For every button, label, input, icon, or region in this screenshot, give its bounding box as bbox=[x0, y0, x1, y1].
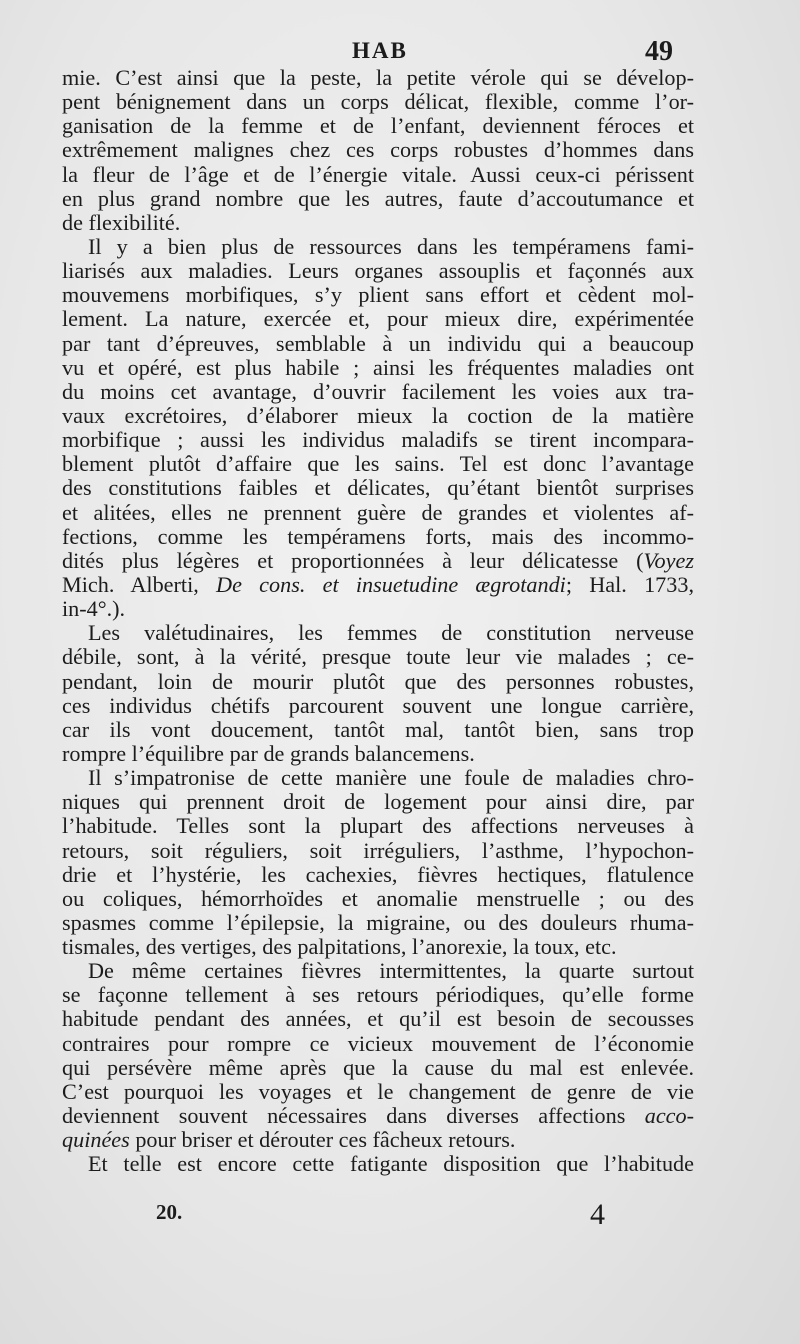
line-text: Il s’impatronise de cette manière une foule de maladies chro- bbox=[88, 765, 694, 791]
text-line bbox=[62, 621, 694, 645]
line-text: de flexibilité. bbox=[62, 209, 181, 235]
line-text: retours, soit réguliers, soit irréguliers, l’asthme, l’hypochon- bbox=[62, 837, 694, 863]
text-line bbox=[62, 138, 694, 162]
line-text: des constitutions faibles et délicates, qu’étant bientôt surprises bbox=[62, 475, 694, 501]
line-text: vu et opéré, est plus habile ; ainsi les fréquentes maladies ont bbox=[62, 354, 694, 380]
text-line bbox=[62, 259, 694, 283]
text-line bbox=[62, 1032, 694, 1056]
line-text: lement. La nature, exercée et, pour mieux dire, expérimentée bbox=[62, 306, 694, 332]
text-line bbox=[62, 501, 694, 525]
line-text: niques qui prennent droit de logement pour ainsi dire, par bbox=[62, 789, 694, 815]
text-line bbox=[62, 114, 694, 138]
line-text: C’est pourquoi les voyages et le changement de genre de vie bbox=[62, 1078, 694, 1104]
line-text: habitude pendant des années, et qu’il est besoin de secousses bbox=[62, 1006, 694, 1032]
text-line bbox=[62, 742, 694, 766]
text-line bbox=[62, 476, 694, 500]
line-text: morbifique ; aussi les individus maladifs se tirent incompara- bbox=[62, 427, 694, 453]
line-text: du moins cet avantage, d’ouvrir facilement les voies aux tra- bbox=[62, 378, 694, 404]
text-line bbox=[62, 283, 694, 307]
text-line bbox=[62, 549, 694, 573]
line-text: dités plus légères et proportionnées à leur délicatesse ( bbox=[62, 547, 644, 573]
text-line bbox=[62, 1152, 694, 1176]
line-text: et alitées, elles ne prennent guère de grandes et violentes af- bbox=[62, 499, 694, 525]
line-text: pendant, loin de mourir plutôt que des personnes robustes, bbox=[62, 668, 694, 694]
text-line bbox=[62, 911, 694, 935]
italic-text: Voyez bbox=[643, 547, 694, 573]
italic-text: De cons. et insuetudine ægrotandi bbox=[216, 571, 566, 597]
text-line bbox=[62, 1128, 694, 1152]
line-text: se façonne tellement à ses retours périodiques, qu’elle forme bbox=[62, 982, 694, 1008]
line-text: blement plutôt d’affaire que les sains. Tel est donc l’avantage bbox=[62, 451, 694, 477]
text-line bbox=[62, 235, 694, 259]
text-line bbox=[62, 1080, 694, 1104]
text-line bbox=[62, 380, 694, 404]
text-line bbox=[62, 332, 694, 356]
line-text: Il y a bien plus de ressources dans les tempéramens fami- bbox=[88, 233, 694, 259]
page-number: 49 bbox=[645, 36, 673, 67]
line-text: Mich. Alberti, bbox=[62, 571, 217, 597]
running-title: HAB bbox=[352, 38, 408, 63]
line-text: rompre l’équilibre par de grands balancemens. bbox=[62, 740, 475, 766]
body-text bbox=[62, 66, 694, 1176]
text-line bbox=[62, 1007, 694, 1031]
line-text: in-4°.). bbox=[62, 596, 126, 622]
line-text: ; Hal. 1733, bbox=[565, 571, 694, 597]
text-line bbox=[62, 597, 694, 621]
line-text: Les valétudinaires, les femmes de constitution nerveuse bbox=[88, 620, 694, 646]
text-line bbox=[62, 670, 694, 694]
line-text: pour briser et dérouter ces fâcheux retours. bbox=[129, 1127, 516, 1153]
text-line bbox=[62, 790, 694, 814]
line-text: débile, sont, à la vérité, presque toute leur vie malades ; ce- bbox=[62, 644, 694, 670]
line-text: fections, comme les tempéramens forts, mais des incommo- bbox=[62, 523, 694, 549]
line-text: deviennent souvent nécessaires dans diverses affections bbox=[62, 1103, 645, 1129]
line-text: mie. C’est ainsi que la peste, la petite vérole qui se dévelop- bbox=[62, 65, 694, 90]
text-line bbox=[62, 66, 694, 90]
line-text: car ils vont doucement, tantôt mal, tantôt bien, sans trop bbox=[62, 716, 694, 742]
line-text: en plus grand nombre que les autres, faute d’accoutumance et bbox=[62, 185, 694, 211]
text-line bbox=[62, 428, 694, 452]
line-text: ganisation de la femme et de l’enfant, deviennent féroces et bbox=[62, 113, 694, 139]
line-text: qui persévère même après que la cause du mal est enlevée. bbox=[62, 1054, 694, 1080]
text-line bbox=[62, 1056, 694, 1080]
text-line bbox=[62, 452, 694, 476]
text-line bbox=[62, 983, 694, 1007]
page-footer bbox=[0, 1198, 800, 1238]
text-line bbox=[62, 718, 694, 742]
text-line bbox=[62, 1104, 694, 1128]
text-line bbox=[62, 163, 694, 187]
text-line bbox=[62, 404, 694, 428]
line-text: Et telle est encore cette fatigante disposition que l’habitude bbox=[88, 1151, 694, 1177]
text-line bbox=[62, 90, 694, 114]
text-line bbox=[62, 211, 694, 235]
printer-signature: 20. bbox=[156, 1200, 183, 1224]
text-line bbox=[62, 863, 694, 887]
text-line bbox=[62, 935, 694, 959]
line-text: vaux excrétoires, d’élaborer mieux la coction de la matière bbox=[62, 402, 694, 428]
line-text: ces individus chétifs parcourent souvent une longue carrière, bbox=[62, 692, 694, 718]
text-line bbox=[62, 694, 694, 718]
line-text: mouvemens morbifiques, s’y plient sans effort et cèdent mol- bbox=[62, 282, 694, 308]
line-text: par tant d’épreuves, semblable à un individu qui a beaucoup bbox=[62, 330, 694, 356]
line-text: spasmes comme l’épilepsie, la migraine, ou des douleurs rhuma- bbox=[62, 909, 694, 935]
line-text: pent bénignement dans un corps délicat, flexible, comme l’or- bbox=[62, 89, 694, 115]
line-text: tismales, des vertiges, des palpitations, l’anorexie, la toux, etc. bbox=[62, 934, 617, 960]
line-text: liarisés aux maladies. Leurs organes assouplis et façonnés aux bbox=[62, 258, 694, 284]
line-text: drie et l’hystérie, les cachexies, fièvres hectiques, flatulence bbox=[62, 861, 694, 887]
text-line bbox=[62, 766, 694, 790]
line-text: l’habitude. Telles sont la plupart des affections nerveuses à bbox=[62, 813, 694, 839]
text-line bbox=[62, 307, 694, 331]
line-text: De même certaines fièvres intermittentes, la quarte surtout bbox=[88, 958, 694, 984]
text-line bbox=[62, 356, 694, 380]
line-text: la fleur de l’âge et de l’énergie vitale. Aussi ceux-ci périssent bbox=[62, 161, 694, 187]
line-text: contraires pour rompre ce vicieux mouvement de l’économie bbox=[62, 1030, 694, 1056]
text-line bbox=[62, 573, 694, 597]
text-line bbox=[62, 187, 694, 211]
line-text: extrêmement malignes chez ces corps robustes d’hommes dans bbox=[62, 137, 694, 163]
italic-text: acco- bbox=[644, 1103, 694, 1129]
signature-mark: 4 bbox=[590, 1198, 605, 1231]
italic-text: quinées bbox=[62, 1127, 130, 1153]
text-line bbox=[62, 814, 694, 838]
line-text: ou coliques, hémorrhoïdes et anomalie menstruelle ; ou des bbox=[62, 885, 694, 911]
text-line bbox=[62, 839, 694, 863]
text-line bbox=[62, 887, 694, 911]
text-line bbox=[62, 959, 694, 983]
text-line bbox=[62, 645, 694, 669]
text-line bbox=[62, 525, 694, 549]
